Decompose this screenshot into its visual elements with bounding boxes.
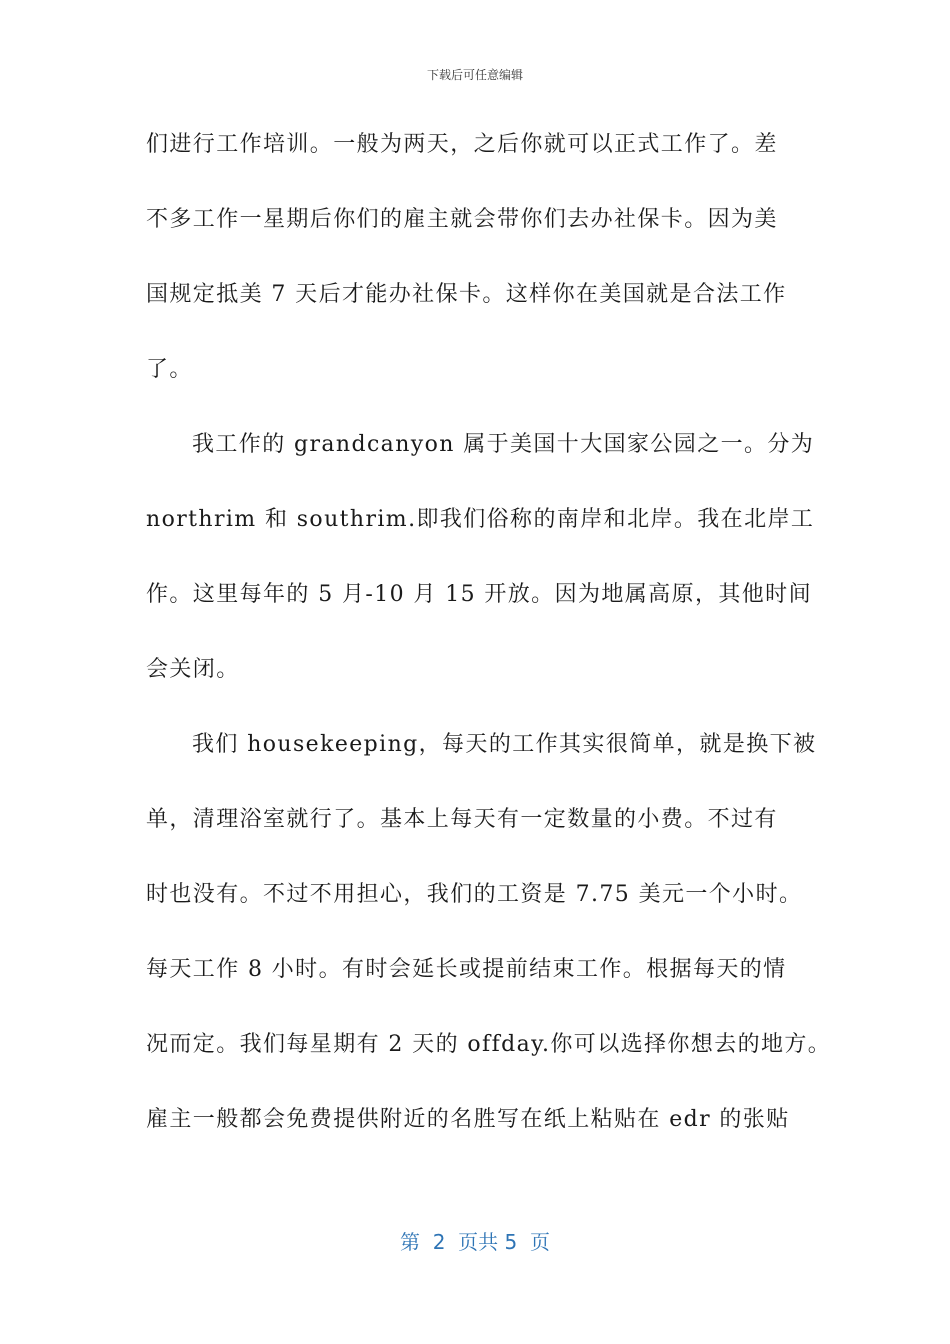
body-line: 雇主一般都会免费提供附近的名胜写在纸上粘贴在 edr 的张贴 xyxy=(146,1107,790,1132)
body-line: northrim 和 southrim.即我们俗称的南岸和北岸。我在北岸工 xyxy=(146,507,815,532)
body-line: 会关闭。 xyxy=(146,657,240,682)
body-line: 时也没有。不过不用担心，我们的工资是 7.75 美元一个小时。 xyxy=(146,882,803,907)
body-line: 每天工作 8 小时。有时会延长或提前结束工作。根据每天的情 xyxy=(146,957,787,982)
body-line: 了。 xyxy=(146,357,193,382)
body-line: 国规定抵美 7 天后才能办社保卡。这样你在美国就是合法工作 xyxy=(146,282,787,307)
body-line: 单，清理浴室就行了。基本上每天有一定数量的小费。不过有 xyxy=(146,807,778,832)
paragraph-first-line: 我工作的 grandcanyon 属于美国十大国家公园之一。分为 xyxy=(192,432,815,457)
body-line: 们进行工作培训。一般为两天，之后你就可以正式工作了。差 xyxy=(146,132,778,157)
body-line: 况而定。我们每星期有 2 天的 offday.你可以选择你想去的地方。 xyxy=(146,1032,832,1057)
paragraph-first-line: 我们 housekeeping，每天的工作其实很简单，就是换下被 xyxy=(192,732,817,757)
page-header: 下载后可任意编辑 xyxy=(426,68,523,82)
page-number-footer: 第 2 页共 5 页 xyxy=(400,1230,550,1254)
body-line: 不多工作一星期后你们的雇主就会带你们去办社保卡。因为美 xyxy=(146,207,778,232)
body-line: 作。这里每年的 5 月-10 月 15 开放。因为地属高原，其他时间 xyxy=(146,582,812,607)
